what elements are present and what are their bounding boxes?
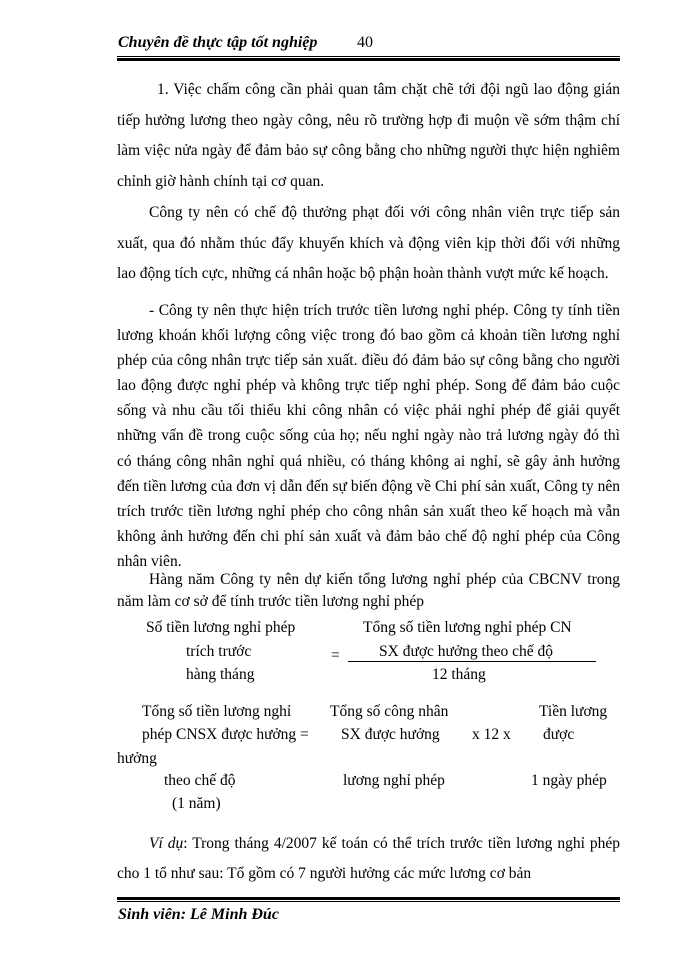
formula1-equals: =: [331, 647, 340, 664]
formula2-b2: SX được hưởng: [341, 726, 440, 743]
paragraph-leave-provision: - Công ty nên thực hiện trích trước tiền lương nghỉ phép. Công ty tính tiền lương khoán khối lượng công việc trong đó bao gồm cả khoản tiền lương nghỉ phép của công nhân trực tiếp sản xuất. điều đó đảm bảo sự công bằng cho người lao động được nghỉ phép và không trực tiếp nghỉ phép. Song để đảm bảo cuộc sống và nhu cầu tối thiểu khi công nhân có việc phải nghỉ phép để giải quyết những vấn đề trong cuộc sống của họ; nếu nghỉ ngày nào trả lương ngày đó thì có tháng công nhân nghỉ quá nhiều, có tháng không ai nghỉ, sẽ gây ảnh hưởng đến tiền lương của đơn vị dẫn đến sự biến động về Chi phí sản xuất, Công ty nên trích trước tiền lương nghỉ phép cho công nhân sản xuất theo kế hoạch mà vẫn không ảnh hưởng đến chi phí sản xuất và đảm bảo chế độ nghỉ phép của Công nhân viên.: [117, 302, 620, 570]
fraction-bar: [348, 661, 596, 662]
formula1-left-line3: hàng tháng: [186, 666, 255, 683]
formula1-denominator: 12 tháng: [432, 666, 486, 683]
formula2-a5: (1 năm): [172, 795, 221, 812]
formula1-numerator-line2: SX được hưởng theo chế độ: [379, 643, 553, 660]
formula1-numerator-line1: Tổng số tiền lương nghỉ phép CN: [363, 619, 572, 636]
formula2-a4: theo chế độ: [164, 772, 236, 789]
header-title: Chuyên đề thực tập tốt nghiệp: [118, 34, 318, 51]
formula2-a2: phép CNSX được hưởng =: [142, 726, 309, 743]
formula2-c2: được: [543, 726, 575, 743]
formula2-c3: 1 ngày phép: [531, 772, 607, 789]
formula1-left-line2: trích trước: [186, 643, 252, 660]
example-text: : Trong tháng 4/2007 kế toán có thể trích trước tiền lương nghỉ phép cho 1 tổ như sau: Tổ gồm có 7 người hưởng các mức lương cơ bản: [117, 835, 620, 882]
formula2-a3: hưởng: [117, 750, 157, 767]
paragraph-annual-estimate: Hàng năm Công ty nên dự kiến tổng lương nghỉ phép của CBCNV trong năm làm cơ sở để tính trước tiền lương nghỉ phép: [117, 571, 620, 610]
paragraph-attendance: 1. Việc chấm công cần phải quan tâm chặt chẽ tới đội ngũ lao động gián tiếp hưởng lương theo ngày công, nêu rõ trường hợp đi muộn về sớm thậm chí làm việc nửa ngày để đảm bảo sự công bằng cho những người thực hiện nghiêm chỉnh giờ hành chính tại cơ quan.: [117, 81, 620, 190]
formula1-left-line1: Số tiền lương nghỉ phép: [146, 619, 296, 636]
formula2-a1: Tổng số tiền lương nghỉ: [142, 703, 292, 720]
formula2-b1: Tổng số công nhân: [330, 703, 449, 720]
footer-student: Sinh viên: Lê Minh Đúc: [118, 906, 279, 923]
header-rule: [117, 56, 620, 61]
formula2-b3: lương nghỉ phép: [343, 772, 445, 789]
formula2-c1: Tiền lương: [539, 703, 608, 720]
paragraph-example: [117, 829, 620, 889]
formula2-times: x 12 x: [472, 726, 511, 743]
page-number: 40: [357, 34, 373, 51]
paragraph-bonus: Công ty nên có chế độ thưởng phạt đối với công nhân viên trực tiếp sản xuất, qua đó nhằm thúc đẩy khuyến khích và động viên kịp thời đối với những lao động tích cực, những cá nhân hoặc bộ phận hoàn thành vượt mức kế hoạch.: [117, 204, 620, 282]
footer-rule: [117, 897, 620, 902]
example-label: Ví dụ: [149, 835, 184, 852]
